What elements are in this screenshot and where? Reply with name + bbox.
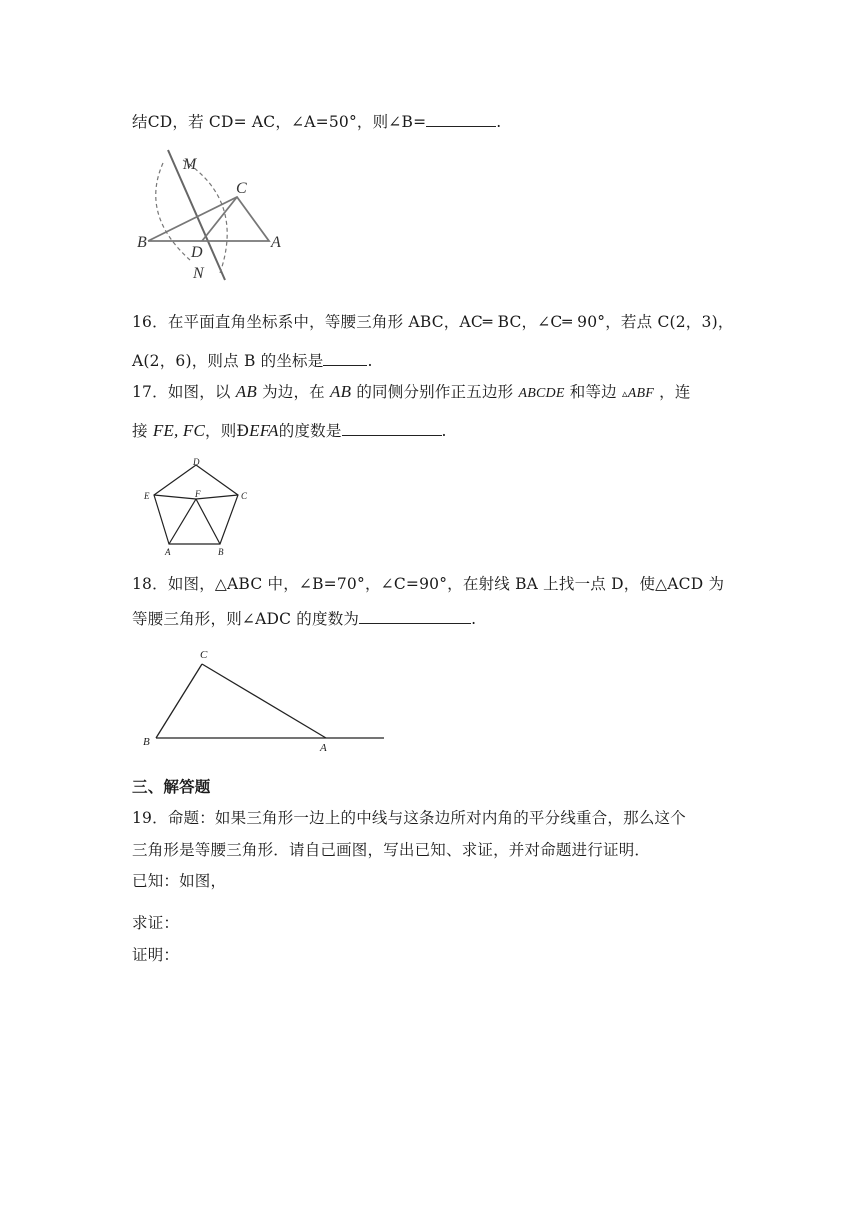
answer-blank: [323, 351, 367, 366]
q17-text: 为边，在: [262, 383, 325, 401]
q17-math-abcde: ABCDE: [518, 386, 565, 401]
q17-text: ，连: [659, 383, 691, 401]
label-d: D: [191, 244, 203, 261]
q16-line-2: [132, 351, 373, 371]
q18-line-2: [132, 609, 476, 629]
label-c: C: [236, 180, 247, 197]
q15-text: [132, 112, 501, 132]
q17-math-ab: AB: [235, 382, 257, 401]
q19-line-1: 19．命题：如果三角形一边上的中线与这条边所对内角的平分线重合，那么这个: [132, 809, 686, 827]
q17-period: .: [441, 422, 447, 440]
q18-line-2-text: 等腰三角形，则∠ADC 的度数为: [132, 610, 360, 628]
q18-figure: [140, 645, 390, 755]
q17-math-abf: ABF: [627, 386, 654, 401]
q16-period: .: [367, 352, 373, 370]
q17-text: 和等边: [569, 383, 617, 401]
label-c: C: [200, 649, 208, 661]
answer-blank: [426, 112, 496, 127]
label-a: A: [165, 547, 171, 557]
q18-line-1: 18．如图，△ABC 中，∠B=70°，∠C=90°，在射线 BA 上找一点 D，使△ACD 为: [132, 575, 725, 593]
q17-figure: [140, 455, 260, 565]
angle-symbol: Ð: [236, 422, 250, 440]
q17-text: ，则: [205, 422, 237, 440]
q15-text-main: 结CD，若 CD= AC，∠A=50°，则∠B=: [132, 113, 427, 131]
label-c: C: [241, 491, 248, 501]
label-b: B: [137, 234, 147, 251]
q17-math-ab: AB: [330, 382, 352, 401]
q15-figure: [135, 145, 295, 285]
section-3-title: 三、解答题: [132, 777, 211, 796]
label-b: B: [218, 547, 224, 557]
q17-text: 接: [132, 422, 148, 440]
q17-math-fefc: FE, FC: [152, 421, 206, 440]
q19-line-2: 三角形是等腰三角形．请自己画图，写出已知、求证，并对命题进行证明．: [132, 841, 651, 859]
q15-period: .: [496, 113, 502, 131]
label-a: A: [271, 234, 281, 251]
label-m: M: [183, 156, 197, 173]
q19-prove: 求证：: [132, 914, 180, 932]
label-f: F: [195, 489, 201, 499]
label-b: B: [143, 736, 150, 748]
q17-text: 的同侧分别作正五边形: [356, 383, 514, 401]
label-n: N: [193, 265, 204, 282]
q18-period: .: [471, 610, 477, 628]
q17-line-1: [132, 382, 691, 404]
label-a: A: [320, 742, 327, 754]
q17-line-2: [132, 421, 447, 441]
q16-line-1: 16．在平面直角坐标系中，等腰三角形 ABC，AC═ BC，∠C═ 90°，若点 C(2，3)，: [132, 313, 734, 331]
q19-given: 已知：如图，: [132, 872, 227, 890]
q19-proof: 证明：: [132, 946, 180, 964]
q16-line-2-text: A(2，6)，则点 B 的坐标是: [132, 352, 324, 370]
q17-text: 17．如图，以: [132, 383, 231, 401]
label-d: D: [193, 457, 200, 467]
answer-blank: [359, 609, 471, 624]
q17-text: 的度数是: [278, 422, 342, 440]
answer-blank: [342, 421, 442, 436]
triangle-symbol: ▵: [622, 387, 628, 400]
q17-math-efa: EFA: [249, 421, 279, 440]
label-e: E: [144, 491, 150, 501]
